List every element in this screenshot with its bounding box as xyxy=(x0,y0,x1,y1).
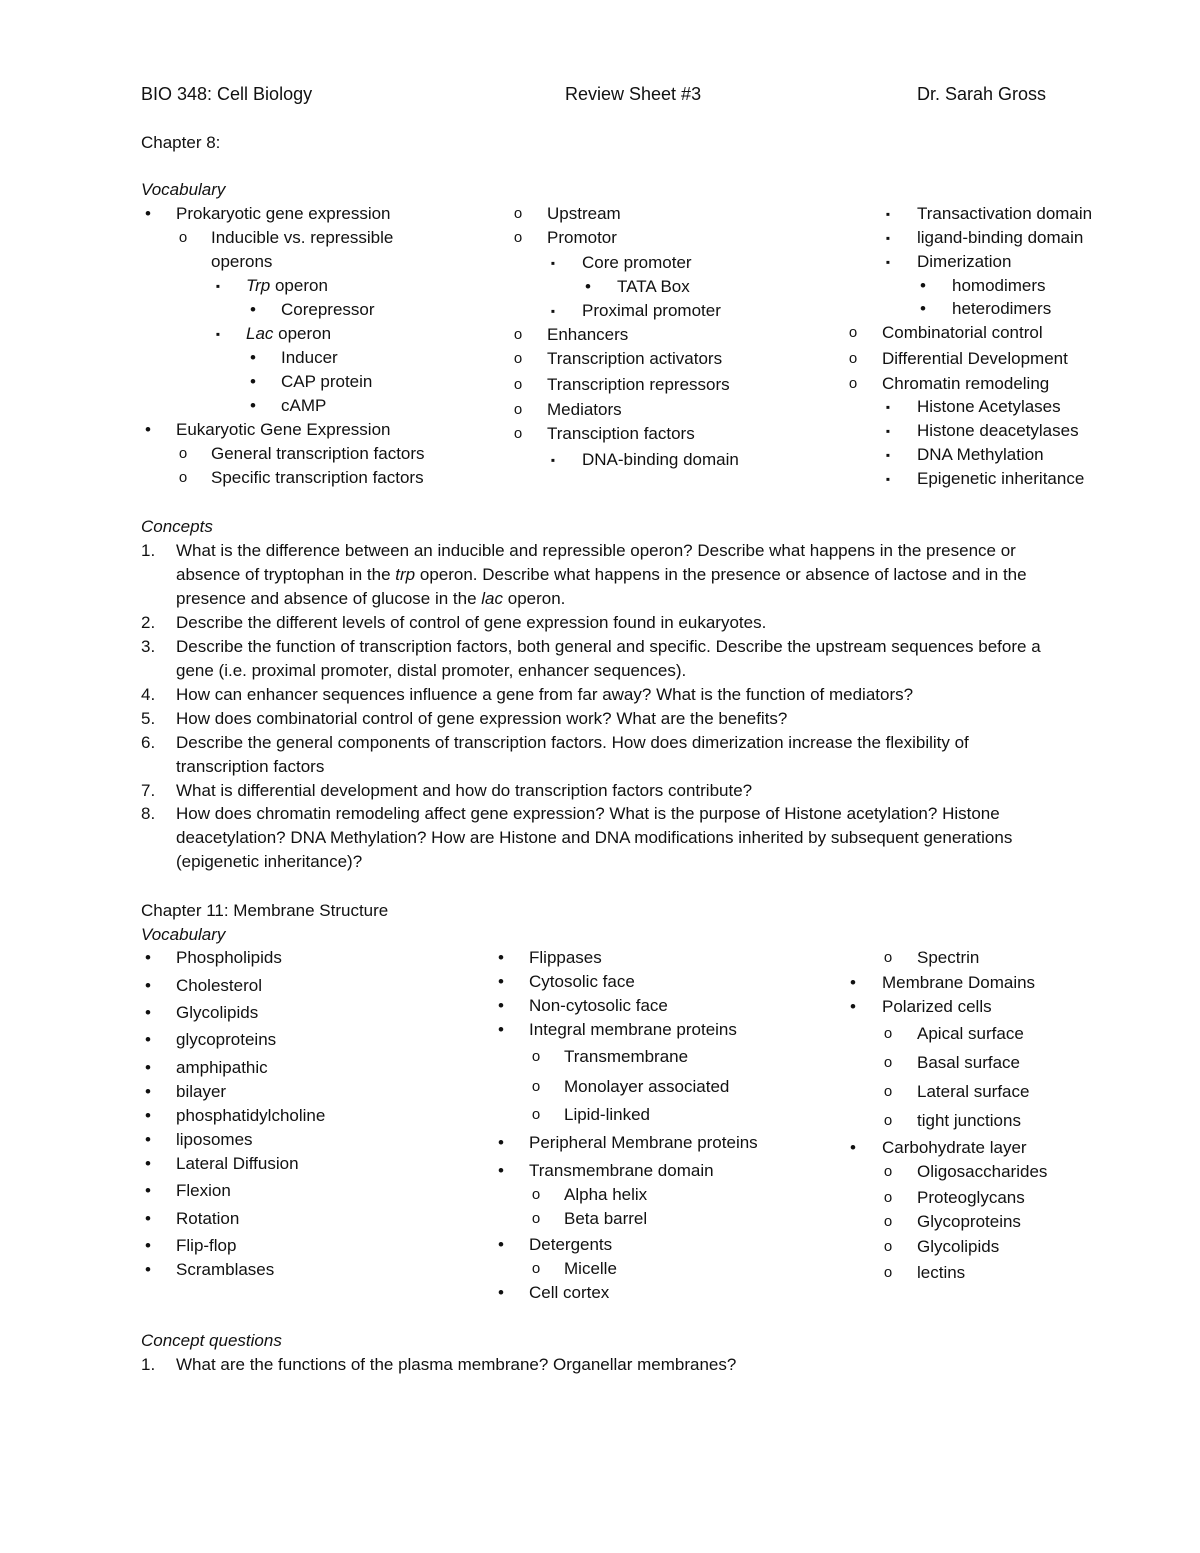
vocab-term: Beta barrel xyxy=(564,1209,648,1228)
vocab-term: Glycoproteins xyxy=(917,1212,1021,1231)
concept-text-line: Describe the function of transcription factors, both general and specific. Describe the upstream sequences before a xyxy=(176,637,1041,656)
concept-number: 8. xyxy=(141,804,156,823)
vocab-term: Inducer xyxy=(281,348,338,367)
circle-bullet-icon: o xyxy=(178,469,188,486)
bullet-icon: • xyxy=(145,420,151,439)
vocab-term: Oligosaccharides xyxy=(917,1162,1048,1181)
vocab-term: Basal surface xyxy=(917,1053,1020,1072)
vocab-term: Alpha helix xyxy=(564,1185,648,1204)
bullet-icon: • xyxy=(145,948,151,967)
concept-text-line: gene (i.e. proximal promoter, distal promoter, enhancer sequences). xyxy=(176,661,687,680)
circle-bullet-icon: o xyxy=(883,1238,893,1255)
square-bullet-icon: ▪ xyxy=(885,424,891,438)
square-bullet-icon: ▪ xyxy=(885,231,891,245)
bullet-icon: • xyxy=(145,1130,151,1149)
vocab-term: Combinatorial control xyxy=(882,323,1043,342)
bullet-icon: • xyxy=(850,973,856,992)
circle-bullet-icon: o xyxy=(883,1163,893,1180)
circle-bullet-icon: o xyxy=(531,1106,541,1123)
circle-bullet-icon: o xyxy=(531,1078,541,1095)
circle-bullet-icon: o xyxy=(513,326,523,343)
vocab-term: Apical surface xyxy=(917,1024,1024,1043)
vocab-term: DNA Methylation xyxy=(917,445,1044,464)
vocab-term: liposomes xyxy=(176,1130,253,1149)
chapter-8-concepts-label: Concepts xyxy=(141,517,213,536)
vocab-term: Cytosolic face xyxy=(529,972,635,991)
bullet-icon: • xyxy=(250,300,256,319)
vocab-term: Transcription activators xyxy=(547,349,723,368)
vocab-term: Scramblases xyxy=(176,1260,275,1279)
vocab-term: Specific transcription factors xyxy=(211,468,424,487)
vocab-term: Transciption factors xyxy=(547,424,695,443)
bullet-icon: • xyxy=(920,276,926,295)
vocab-term: Inducible vs. repressible xyxy=(211,228,394,247)
vocab-term: Glycolipids xyxy=(917,1237,1000,1256)
square-bullet-icon: ▪ xyxy=(550,453,556,467)
bullet-icon: • xyxy=(145,1082,151,1101)
bullet-icon: • xyxy=(145,204,151,223)
vocab-term: bilayer xyxy=(176,1082,227,1101)
bullet-icon: • xyxy=(145,1154,151,1173)
concept-number: 3. xyxy=(141,637,156,656)
circle-bullet-icon: o xyxy=(178,229,188,246)
circle-bullet-icon: o xyxy=(883,949,893,966)
vocab-term: DNA-binding domain xyxy=(582,450,739,469)
bullet-icon: • xyxy=(585,277,591,296)
vocab-term: Cholesterol xyxy=(176,976,262,995)
vocab-term: Flexion xyxy=(176,1181,231,1200)
bullet-icon: • xyxy=(498,1283,504,1302)
bullet-icon: • xyxy=(145,976,151,995)
concept-text-line: transcription factors xyxy=(176,757,325,776)
circle-bullet-icon: o xyxy=(848,375,858,392)
bullet-icon: • xyxy=(850,1138,856,1157)
bullet-icon: • xyxy=(145,1181,151,1200)
circle-bullet-icon: o xyxy=(848,350,858,367)
bullet-icon: • xyxy=(145,1209,151,1228)
circle-bullet-icon: o xyxy=(883,1189,893,1206)
vocab-term: Lipid-linked xyxy=(564,1105,650,1124)
vocab-term: operons xyxy=(211,252,273,271)
concept-text-line: How can enhancer sequences influence a gene from far away? What is the function of mediators? xyxy=(176,685,914,704)
vocab-term: TATA Box xyxy=(617,277,690,296)
square-bullet-icon: ▪ xyxy=(215,279,221,293)
concept-text-line: How does combinatorial control of gene expression work? What are the benefits? xyxy=(176,709,788,728)
bullet-icon: • xyxy=(250,372,256,391)
square-bullet-icon: ▪ xyxy=(885,448,891,462)
square-bullet-icon: ▪ xyxy=(885,255,891,269)
bullet-icon: • xyxy=(850,997,856,1016)
bullet-icon: • xyxy=(498,1235,504,1254)
vocab-term: tight junctions xyxy=(917,1111,1021,1130)
circle-bullet-icon: o xyxy=(531,1210,541,1227)
vocab-term: Non-cytosolic face xyxy=(529,996,668,1015)
chapter-8-title: Chapter 8: xyxy=(141,133,221,152)
concept-text-line: Describe the general components of transcription factors. How does dimerization increase the flexibility of xyxy=(176,733,969,752)
bullet-icon: • xyxy=(145,1058,151,1077)
vocab-term: lectins xyxy=(917,1263,966,1282)
bullet-icon: • xyxy=(498,972,504,991)
circle-bullet-icon: o xyxy=(883,1112,893,1129)
vocab-term: Histone Acetylases xyxy=(917,397,1061,416)
vocab-term: Transcription repressors xyxy=(547,375,730,394)
bullet-icon: • xyxy=(145,1236,151,1255)
bullet-icon: • xyxy=(498,996,504,1015)
bullet-icon: • xyxy=(145,1030,151,1049)
vocab-term: Micelle xyxy=(564,1259,617,1278)
vocab-term: Corepressor xyxy=(281,300,375,319)
concept-text-line: How does chromatin remodeling affect gene expression? What is the purpose of Histone acetylation? Histone xyxy=(176,804,1000,823)
vocab-term: Lateral surface xyxy=(917,1082,1030,1101)
vocab-term: Transactivation domain xyxy=(917,204,1093,223)
vocab-term: Cell cortex xyxy=(529,1283,610,1302)
vocab-term: Upstream xyxy=(547,204,621,223)
concept-text-line: What are the functions of the plasma membrane? Organellar membranes? xyxy=(176,1355,737,1374)
vocab-term: Peripheral Membrane proteins xyxy=(529,1133,758,1152)
circle-bullet-icon: o xyxy=(178,445,188,462)
concept-number: 5. xyxy=(141,709,156,728)
vocab-term: amphipathic xyxy=(176,1058,268,1077)
concept-number: 1. xyxy=(141,541,156,560)
vocab-term: homodimers xyxy=(952,276,1046,295)
bullet-icon: • xyxy=(145,1003,151,1022)
vocab-term: Spectrin xyxy=(917,948,980,967)
vocab-term: Lac operon xyxy=(246,324,332,343)
circle-bullet-icon: o xyxy=(513,350,523,367)
vocab-term: Histone deacetylases xyxy=(917,421,1079,440)
vocab-term: Mediators xyxy=(547,400,622,419)
vocab-term: Lateral Diffusion xyxy=(176,1154,299,1173)
vocab-term: Differential Development xyxy=(882,349,1068,368)
vocab-term-italic: Lac xyxy=(246,324,274,343)
chapter-11-title: Chapter 11: Membrane Structure xyxy=(141,901,389,920)
sheet-title: Review Sheet #3 xyxy=(565,84,702,104)
bullet-icon: • xyxy=(498,948,504,967)
instructor-name: Dr. Sarah Gross xyxy=(917,84,1047,104)
vocab-term: Prokaryotic gene expression xyxy=(176,204,391,223)
vocab-term: Phospholipids xyxy=(176,948,282,967)
vocab-term: CAP protein xyxy=(281,372,373,391)
circle-bullet-icon: o xyxy=(883,1083,893,1100)
vocab-term: Promotor xyxy=(547,228,617,247)
vocab-term: heterodimers xyxy=(952,299,1052,318)
vocab-term: Flippases xyxy=(529,948,602,967)
concept-text-line: absence of tryptophan in the trp operon. Describe what happens in the presence or absence of lactose and in the xyxy=(176,565,1027,584)
vocab-term: Eukaryotic Gene Expression xyxy=(176,420,391,439)
vocab-term: Epigenetic inheritance xyxy=(917,469,1085,488)
concept-number: 1. xyxy=(141,1355,156,1374)
vocab-term: Polarized cells xyxy=(882,997,992,1016)
circle-bullet-icon: o xyxy=(531,1260,541,1277)
vocab-term: Integral membrane proteins xyxy=(529,1020,737,1039)
concept-number: 7. xyxy=(141,781,156,800)
circle-bullet-icon: o xyxy=(513,205,523,222)
course-title: BIO 348: Cell Biology xyxy=(141,84,313,104)
square-bullet-icon: ▪ xyxy=(885,207,891,221)
vocab-term: Core promoter xyxy=(582,253,692,272)
concept-text-line: deacetylation? DNA Methylation? How are Histone and DNA modifications inherited by subsequent generations xyxy=(176,828,1013,847)
square-bullet-icon: ▪ xyxy=(550,304,556,318)
circle-bullet-icon: o xyxy=(883,1025,893,1042)
vocab-term-italic: Trp xyxy=(246,276,271,295)
concept-text-line: Describe the different levels of control of gene expression found in eukaryotes. xyxy=(176,613,767,632)
chapter-11-vocab-label: Vocabulary xyxy=(141,925,226,944)
bullet-icon: • xyxy=(250,348,256,367)
vocab-term: ligand-binding domain xyxy=(917,228,1084,247)
bullet-icon: • xyxy=(145,1260,151,1279)
vocab-term: Transmembrane domain xyxy=(529,1161,714,1180)
vocab-term: Transmembrane xyxy=(564,1047,689,1066)
square-bullet-icon: ▪ xyxy=(885,472,891,486)
concept-text-line: What is the difference between an inducible and repressible operon? Describe what happens in the presence or xyxy=(176,541,1016,560)
circle-bullet-icon: o xyxy=(848,324,858,341)
vocab-term: Proximal promoter xyxy=(582,301,721,320)
vocab-term: Monolayer associated xyxy=(564,1077,730,1096)
chapter-8-vocab-label: Vocabulary xyxy=(141,180,226,199)
concept-text-line: presence and absence of glucose in the lac operon. xyxy=(176,589,566,608)
vocab-term: cAMP xyxy=(281,396,327,415)
vocab-term: Membrane Domains xyxy=(882,973,1036,992)
vocab-term: Enhancers xyxy=(547,325,629,344)
vocab-term: Dimerization xyxy=(917,252,1012,271)
concept-text-line: What is differential development and how do transcription factors contribute? xyxy=(176,781,753,800)
vocab-term: Proteoglycans xyxy=(917,1188,1025,1207)
circle-bullet-icon: o xyxy=(513,376,523,393)
vocab-term: phosphatidylcholine xyxy=(176,1106,326,1125)
circle-bullet-icon: o xyxy=(883,1264,893,1281)
vocab-term: Trp operon xyxy=(246,276,328,295)
bullet-icon: • xyxy=(250,396,256,415)
circle-bullet-icon: o xyxy=(531,1048,541,1065)
vocab-term: Chromatin remodeling xyxy=(882,374,1050,393)
circle-bullet-icon: o xyxy=(531,1186,541,1203)
concept-number: 4. xyxy=(141,685,156,704)
circle-bullet-icon: o xyxy=(883,1213,893,1230)
bullet-icon: • xyxy=(498,1020,504,1039)
square-bullet-icon: ▪ xyxy=(215,327,221,341)
vocab-term: Flip-flop xyxy=(176,1236,237,1255)
bullet-icon: • xyxy=(498,1161,504,1180)
vocab-term: Rotation xyxy=(176,1209,240,1228)
chapter-11-concepts-label: Concept questions xyxy=(141,1331,282,1350)
circle-bullet-icon: o xyxy=(883,1054,893,1071)
circle-bullet-icon: o xyxy=(513,425,523,442)
vocab-term: glycoproteins xyxy=(176,1030,277,1049)
square-bullet-icon: ▪ xyxy=(885,400,891,414)
circle-bullet-icon: o xyxy=(513,229,523,246)
vocab-term: General transcription factors xyxy=(211,444,425,463)
bullet-icon: • xyxy=(498,1133,504,1152)
square-bullet-icon: ▪ xyxy=(550,256,556,270)
bullet-icon: • xyxy=(145,1106,151,1125)
concept-text-line: (epigenetic inheritance)? xyxy=(176,852,363,871)
vocab-term: Detergents xyxy=(529,1235,613,1254)
concept-number: 2. xyxy=(141,613,156,632)
concept-number: 6. xyxy=(141,733,156,752)
vocab-term: Carbohydrate layer xyxy=(882,1138,1027,1157)
bullet-icon: • xyxy=(920,299,926,318)
vocab-term: Glycolipids xyxy=(176,1003,259,1022)
circle-bullet-icon: o xyxy=(513,401,523,418)
